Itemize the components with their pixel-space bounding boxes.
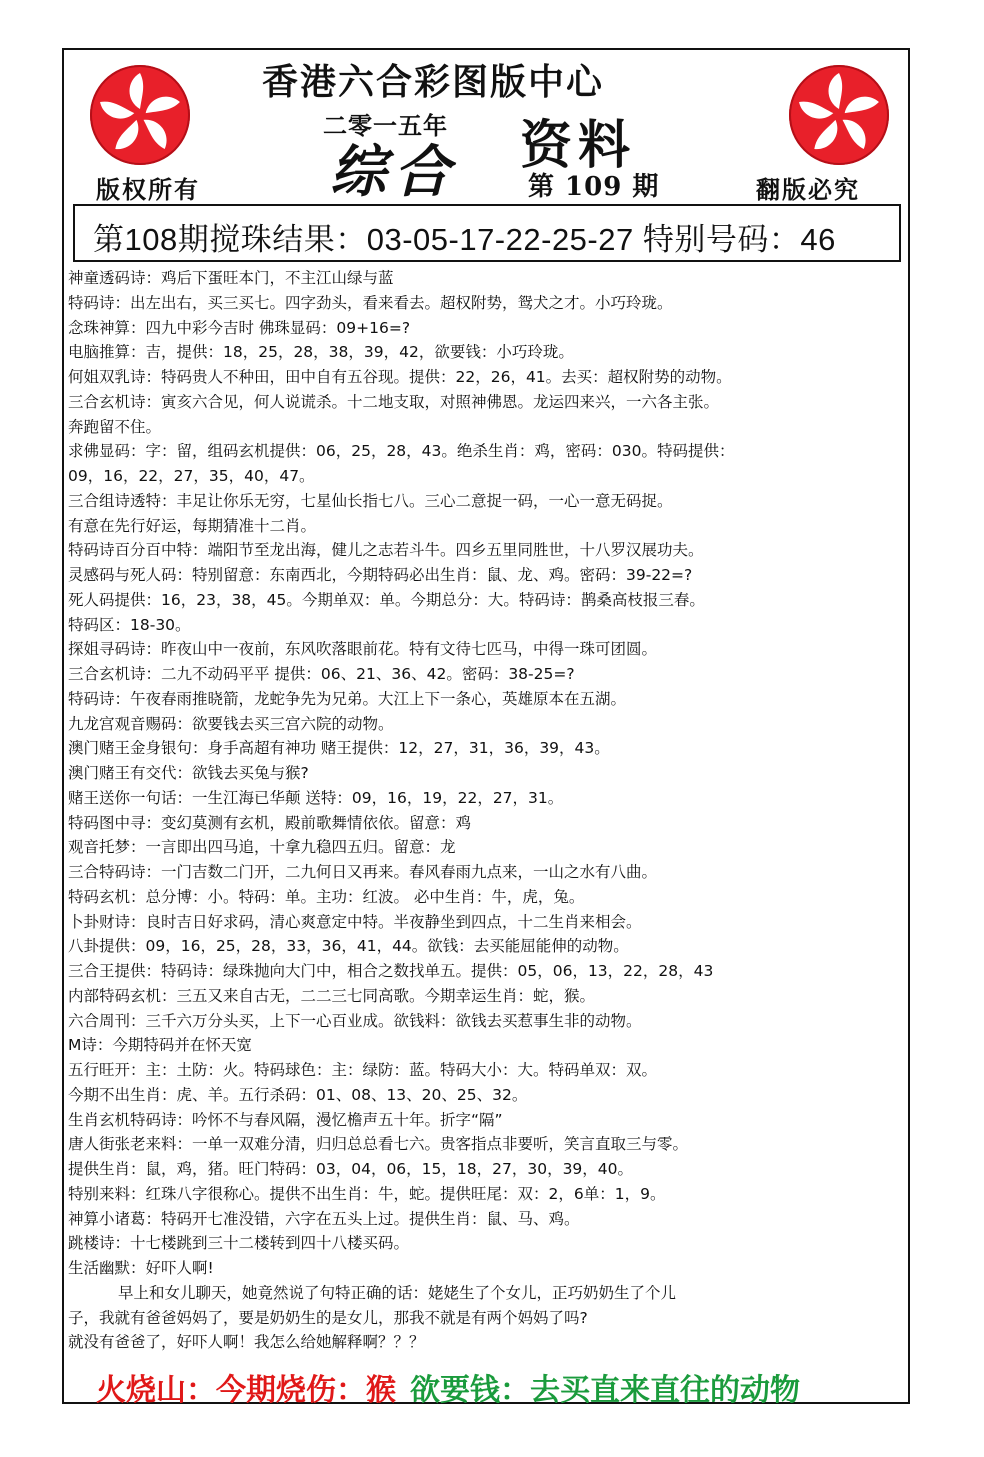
content-line: 神童透码诗：鸡后下蛋旺本门，不主江山绿与蓝 [68, 269, 394, 287]
content-line: 提供生肖：鼠，鸡，猪。旺门特码：03，04，06，15，18，27，30，39，40。 [68, 1160, 634, 1178]
content-line: 三合特码诗：一门吉数二门开，二九何日又再来。春风春雨九点来，一山之水有八曲。 [68, 863, 658, 881]
content-line: 何姐双乳诗：特码贵人不种田，田中自有五谷现。提供：22，26，41。去买：超权附势的动物。 [68, 368, 732, 386]
content-line: 今期不出生肖：虎、羊。五行杀码：01、08、13、20、25、32。 [68, 1085, 528, 1104]
bauhinia-logo-left-icon [90, 65, 190, 165]
content-line: 三合玄机诗：二九不动码平平 提供：06、21、36、42。密码：38-25=? [68, 665, 575, 683]
footer-banner [96, 1365, 800, 1408]
content-line: 探姐寻码诗：昨夜山中一夜前，东风吹落眼前花。特有文待七匹马，中得一珠可团圆。 [68, 640, 658, 659]
content-line: 八卦提供：09，16，25，28，33，36，41，44。欲钱：去买能屈能伸的动物。 [68, 937, 629, 956]
footer-red-text: 火烧山：今期烧伤：猴 [96, 1373, 396, 1408]
piracy-caption: 翻版必究 [756, 175, 860, 204]
content-line: 五行旺开：主：土防：火。特码球色：主：绿防：蓝。特码大小：大。特码单双：双。 [68, 1061, 658, 1079]
draw-result-text: 第108期搅珠结果：03-05-17-22-25-27 特别号码：46 [93, 222, 836, 257]
copyright-caption: 版权所有 [96, 175, 200, 204]
content-line: 内部特码玄机：三五又来自古无，二二三七同高歌。今期幸运生肖：蛇，猴。 [68, 986, 596, 1005]
content-line: M诗：今期特码并在怀天宽 [68, 1036, 252, 1055]
content-line: 特码诗：午夜春雨推晓箭，龙蛇争先为兄弟。大江上下一条心，英雄原本在五湖。 [68, 689, 627, 708]
content-line: 特码图中寻：变幻莫测有玄机，殿前歌舞情依依。留意：鸡 [68, 813, 472, 832]
content-line: 特别来料：红珠八字很称心。提供不出生肖：牛，蛇。提供旺尾：双：2，6单：1，9。 [68, 1184, 666, 1203]
content-line: 六合周刊：三千六万分头买，上下一心百业成。欲钱料：欲钱去买惹事生非的动物。 [68, 1011, 642, 1030]
content-line: 死人码提供：16，23，38，45。今期单双：单。今期总分：大。特码诗：鹊桑高枝报三春。 [68, 590, 705, 609]
footer-green-text: 欲要钱：去买直来直往的动物 [410, 1373, 800, 1408]
content-line: 唐人街张老来料：一单一双难分清，归归总总看七六。贵客指点非要听，笑言直取三与零。 [68, 1135, 689, 1154]
content-line: 早上和女儿聊天，她竟然说了句特正确的话：姥姥生了个女儿，正巧奶奶生了个儿 [118, 1283, 677, 1302]
big-title-secondary: 资料 [520, 115, 637, 176]
content-line: 特码诗：出左出右，买三买七。四字劲头，看来看去。超权附势，鸳犬之才。小巧玲珑。 [68, 293, 673, 312]
content-line: 卜卦财诗：良时吉日好求码，清心爽意定中特。半夜静坐到四点，十二生肖来相会。 [68, 912, 642, 931]
content-line: 奔跑留不住。 [68, 417, 162, 436]
content-line: 神算小诸葛：特码开七准没错，六字在五头上过。提供生肖：鼠、马、鸡。 [68, 1209, 580, 1228]
content-line: 就没有爸爸了，好吓人啊！我怎么给她解释啊？？？ [68, 1333, 425, 1352]
content-line: 生活幽默：好吓人啊! [68, 1259, 214, 1277]
center-name: 香港六合彩图版中心 [262, 61, 605, 103]
content-line: 念珠神算：四九中彩今吉时 佛珠显码：09+16=? [68, 318, 411, 337]
content-line: 三合王提供：特码诗：绿珠抛向大门中，相合之数找单五。提供：05，06，13，22，28，43 [68, 962, 714, 980]
content-line: 灵感码与死人码：特别留意：东南西北，今期特码必出生肖：鼠、龙、鸡。密码：39-22=? [68, 566, 693, 584]
content-line: 生肖玄机特码诗：吟怀不与春风隔，漫忆檐声五十年。折字“隔” [68, 1110, 503, 1129]
content-line: 三合组诗透特：丰足让你乐无穷，七星仙长指七八。三心二意捉一码，一心一意无码捉。 [68, 491, 673, 510]
content-line: 电脑推算：吉，提供：18，25，28，38，39，42，欲要钱：小巧玲珑。 [68, 343, 574, 362]
year-label: 二零一五年 [323, 111, 448, 140]
big-title-main: 综合 [330, 139, 458, 205]
content-line: 澳门赌王有交代：欲钱去买兔与猴? [68, 764, 309, 782]
content-line: 三合玄机诗：寅亥六合见，何人说谎杀。十二地支取，对照神佛恩。龙运四来兴，一六各主张。 [68, 392, 720, 411]
issue-number: 第 109 期 [528, 172, 660, 202]
draw-result-box [73, 204, 901, 262]
content-line: 特码诗百分百中特：端阳节至龙出海，健儿之志若斗牛。四乡五里同胜世，十八罗汉展功夫。 [68, 541, 704, 560]
content-line: 特码玄机：总分博：小。特码：单。主功：红波。 必中生肖：牛，虎，兔。 [68, 887, 585, 906]
content-line: 九龙宫观音赐码：欲要钱去买三宫六院的动物。 [68, 714, 394, 733]
content-line: 澳门赌王金身银句：身手高超有神功 赌王提供：12，27，31，36，39，43。 [68, 739, 610, 758]
content-line: 赌王送你一句话：一生江海已华颠 送特：09，16，19，22，27，31。 [68, 788, 564, 807]
content-line: 特码区：18-30。 [68, 615, 191, 634]
content-line: 观音托梦：一言即出四马追，十拿九稳四五归。留意：龙 [68, 838, 456, 857]
content-line: 子，我就有爸爸妈妈了，要是奶奶生的是女儿，那我不就是有两个妈妈了吗? [68, 1308, 588, 1327]
content-line: 求佛显码：字：留，组码玄机提供：06，25，28，43。绝杀生肖：鸡，密码：030。特码提供： [68, 442, 735, 461]
content-line: 有意在先行好运，每期猜准十二肖。 [68, 516, 317, 535]
content-body [68, 266, 904, 1355]
bauhinia-logo-right-icon [789, 65, 889, 165]
content-line: 09，16，22，27，35，40，47。 [68, 467, 315, 485]
content-line: 跳楼诗：十七楼跳到三十二楼转到四十八楼买码。 [68, 1234, 410, 1253]
